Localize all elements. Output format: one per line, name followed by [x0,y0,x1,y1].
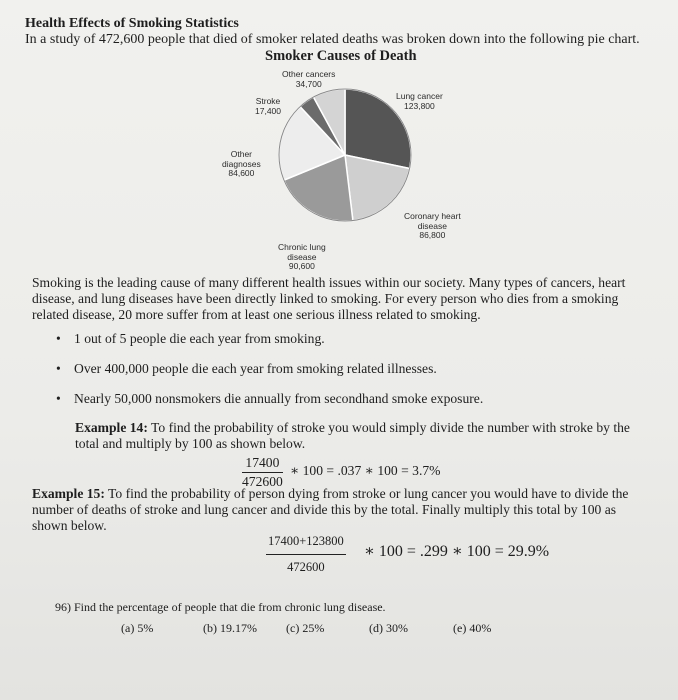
bullet-item: • 1 out of 5 people die each year from smoking. [56,331,325,346]
example-14-text: Example 14: To find the probability of stroke you would simply divide the number with stroke by the total and multiply by 100 as shown below. [75,420,630,451]
label-chronic-lung: Chronic lung disease 90,600 [278,242,326,271]
label-other-cancers: Other cancers 34,700 [282,69,336,89]
question-96: 96) Find the percentage of people that die from chronic lung disease. [55,600,386,614]
intro-text: In a study of 472,600 people that died of smoker related deaths was broken down into the following pie chart. [25,32,640,47]
example-14-result: ∗ 100 = .037 ∗ 100 = 3.7% [290,463,441,478]
option-c[interactable]: (c) 25% [286,621,325,635]
bullet-item: • Nearly 50,000 nonsmokers die annually from secondhand smoke exposure. [56,391,484,406]
option-b[interactable]: (b) 19.17% [203,621,257,635]
example-15-result: ∗ 100 = .299 ∗ 100 = 29.9% [364,543,550,560]
label-lung-cancer: Lung cancer 123,800 [396,91,443,111]
page-title: Health Effects of Smoking Statistics [25,16,239,31]
option-a[interactable]: (a) 5% [121,621,154,635]
option-d[interactable]: (d) 30% [369,621,408,635]
example-14-fraction: $\frac{17400}{472600}$ [242,455,283,489]
example-15-fraction: $\frac{17400+123800}{472600}$ [268,534,344,574]
bullet-item: • Over 400,000 people die each year from smoking related illnesses. [56,361,437,376]
option-e[interactable]: (e) 40% [453,621,492,635]
label-stroke: Stroke 17,400 [255,96,281,116]
chart-title: Smoker Causes of Death [265,48,417,64]
label-coronary: Coronary heart disease 86,800 [404,211,461,240]
smoking-paragraph: Smoking is the leading cause of many different health issues within our society. Many types of cancers, heart disease, and lung diseases have been directly linked to smoking. For every person who dies from a smoking related disease, 20 more suffer from at least one serious illness related to smoking. [32,275,626,322]
label-other-diagnoses: Other diagnoses 84,600 [222,149,261,178]
example-15-text: Example 15: To find the probability of person dying from stroke or lung cancer you would have to divide the number of deaths of stroke and lung cancer and divide this by the total. Finally multiply this total by 100 as shown below. [32,486,629,533]
